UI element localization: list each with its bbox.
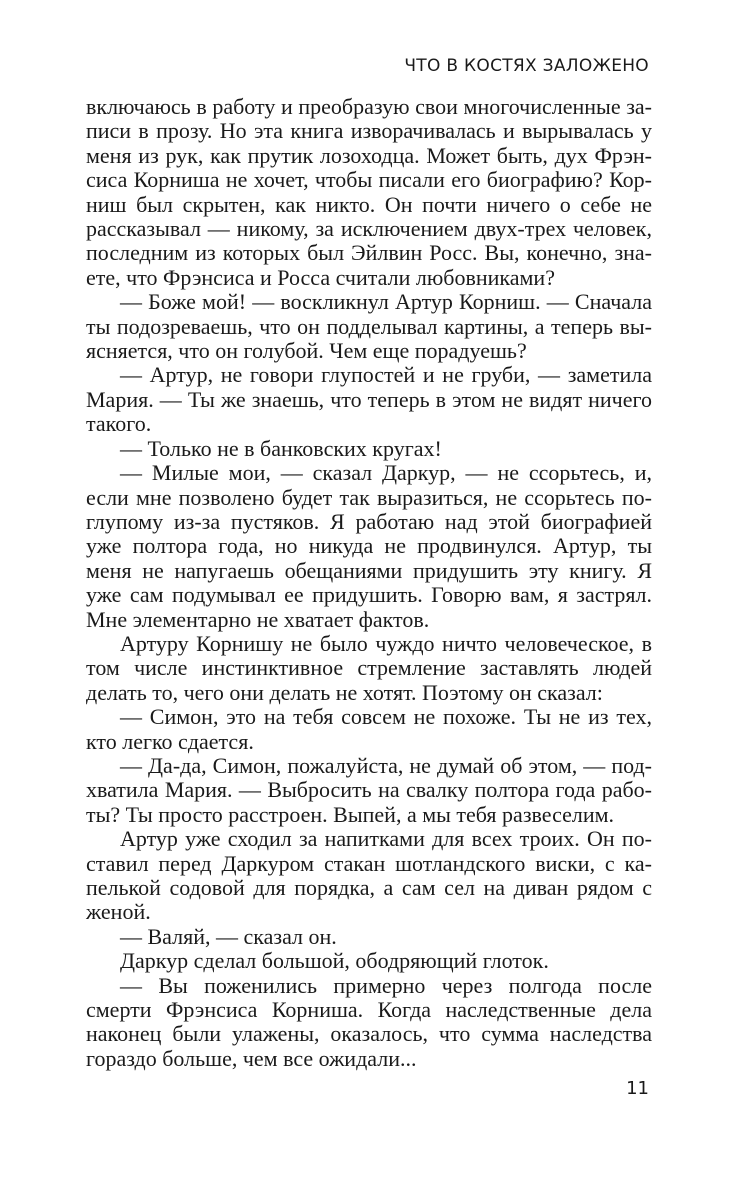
paragraph: — Симон, это на тебя совсем не похоже. Ты не из тех, кто легко сдается. [86, 704, 652, 754]
paragraph: — Боже мой! — воскликнул Артур Корниш. — Сначала ты подозреваешь, что он подделывал картины, а теперь выясняется, что он голубой. Чем еще порадуешь? [86, 289, 652, 364]
paragraph: Даркур сделал большой, ободряющий глоток. [120, 948, 549, 974]
paragraph: Артур уже сходил за напитками для всех троих. Он поставил перед Даркуром стакан шотландского виски, с капелькой содовой для порядка, а сам сел на диван рядом с женой. [86, 826, 652, 925]
paragraph: — Милые мои, — сказал Даркур, — не ссорьтесь, и, если мне позволено будет так выразиться, не ссорьтесь по-глупому из-за пустяков. Я работаю над этой биографией уже полтора года, но никуда не продвинулся. Артур, ты меня не напугаешь обещаниями придушить эту книгу. Я уже сам подумывал ее придушить. Говорю вам, я застрял. Мне элементарно не хватает фактов. [86, 460, 652, 632]
running-head: ЧТО В КОСТЯХ ЗАЛОЖЕНО [404, 56, 649, 76]
paragraph: — Да-да, Симон, пожалуйста, не думай об этом, — подхватила Мария. — Выбросить на свалку полтора года работы? Ты просто расстроен. Выпей, а мы тебя развеселим. [86, 752, 652, 827]
paragraph: — Вы поженились примерно через полгода после смерти Фрэнсиса Корниша. Когда наследственные дела наконец были улажены, оказалось, что сумма наследства гораздо больше, чем все ожидали... [86, 972, 652, 1071]
paragraph: включаюсь в работу и преобразую свои многочисленные записи в прозу. Но эта книга изворачивалась и вырывалась у меня из рук, как прутик лозоходца. Может быть, дух Фрэнсиса Корниша не хочет, чтобы писали его биографию? Корниш был скрытен, как никто. Он почти ничего о себе не рассказывал — никому, за исключением двух-трех человек, последним из которых был Эйлвин Росс. Вы, конечно, знаете, что Фрэнсиса и Росса считали любовниками? [86, 94, 652, 290]
paragraph: — Только не в банковских кругах! [120, 435, 442, 461]
paragraph: — Артур, не говори глупостей и не груби, — заметила Мария. — Ты же знаешь, что теперь в этом не видят ничего такого. [86, 362, 652, 437]
page-number: 11 [626, 1078, 649, 1099]
paragraph: Артуру Корнишу не было чуждо ничто человеческое, в том числе инстинктивное стремление заставлять людей делать то, чего они делать не хотят. Поэтому он сказал: [86, 630, 652, 705]
body-text [86, 95, 652, 1071]
paragraph: — Валяй, — сказал он. [120, 923, 337, 949]
